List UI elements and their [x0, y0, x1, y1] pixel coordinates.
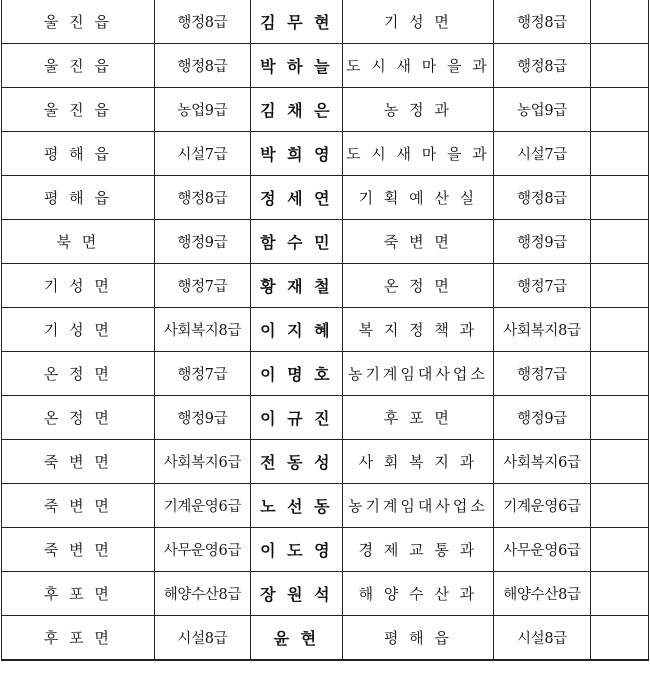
empty-cell	[590, 0, 648, 44]
employee-name-cell: 이 도 영	[251, 528, 342, 572]
previous-grade-cell: 사회복지8급	[154, 308, 250, 352]
empty-cell	[590, 88, 648, 132]
new-department-cell: 해 양 수 산 과	[342, 572, 494, 616]
empty-cell	[590, 528, 648, 572]
employee-name-cell: 이 명 호	[251, 352, 342, 396]
new-grade-cell: 농업9급	[494, 88, 590, 132]
empty-cell	[590, 352, 648, 396]
previous-grade-cell: 행정8급	[154, 44, 250, 88]
previous-department-cell: 온 정 면	[2, 352, 155, 396]
empty-cell	[590, 484, 648, 528]
employee-name-cell: 박 하 늘	[251, 44, 342, 88]
previous-department-cell: 울 진 읍	[2, 44, 155, 88]
employee-name-cell: 전 동 성	[251, 440, 342, 484]
new-grade-cell: 시설7급	[494, 132, 590, 176]
employee-name-cell: 박 희 영	[251, 132, 342, 176]
employee-name-cell: 장 원 석	[251, 572, 342, 616]
table-body	[2, 0, 649, 660]
previous-grade-cell: 기계운영6급	[154, 484, 250, 528]
empty-cell	[590, 616, 648, 661]
empty-cell	[590, 220, 648, 264]
previous-department-cell: 평 해 읍	[2, 132, 155, 176]
table-row	[2, 0, 649, 44]
previous-department-cell: 후 포 면	[2, 572, 155, 616]
table-row	[2, 88, 649, 132]
previous-grade-cell: 행정9급	[154, 220, 250, 264]
new-grade-cell: 사회복지6급	[494, 440, 590, 484]
new-grade-cell: 행정8급	[494, 0, 590, 44]
new-department-cell: 도 시 새 마 을 과	[342, 44, 494, 88]
new-grade-cell: 행정7급	[494, 352, 590, 396]
previous-department-cell: 울 진 읍	[2, 0, 155, 44]
previous-grade-cell: 시설8급	[154, 616, 250, 661]
previous-department-cell: 기 성 면	[2, 264, 155, 308]
empty-cell	[590, 44, 648, 88]
previous-grade-cell: 농업9급	[154, 88, 250, 132]
empty-cell	[590, 176, 648, 220]
new-department-cell: 농기계임대사업소	[342, 484, 494, 528]
empty-cell	[590, 308, 648, 352]
new-department-cell: 도 시 새 마 을 과	[342, 132, 494, 176]
new-department-cell: 죽 변 면	[342, 220, 494, 264]
table-row	[2, 528, 649, 572]
table-row	[2, 396, 649, 440]
table-row	[2, 308, 649, 352]
employee-name-cell: 황 재 철	[251, 264, 342, 308]
previous-department-cell: 죽 변 면	[2, 528, 155, 572]
previous-grade-cell: 행정8급	[154, 176, 250, 220]
previous-grade-cell: 행정9급	[154, 396, 250, 440]
table-row	[2, 220, 649, 264]
empty-cell	[590, 132, 648, 176]
table-row	[2, 572, 649, 616]
previous-grade-cell: 행정7급	[154, 352, 250, 396]
previous-department-cell: 죽 변 면	[2, 484, 155, 528]
empty-cell	[590, 572, 648, 616]
new-department-cell: 기 획 예 산 실	[342, 176, 494, 220]
new-grade-cell: 해양수산8급	[494, 572, 590, 616]
table-row	[2, 44, 649, 88]
previous-department-cell: 평 해 읍	[2, 176, 155, 220]
new-department-cell: 농 정 과	[342, 88, 494, 132]
personnel-transfer-table	[1, 0, 649, 661]
previous-department-cell: 온 정 면	[2, 396, 155, 440]
previous-grade-cell: 사회복지6급	[154, 440, 250, 484]
table-row	[2, 352, 649, 396]
table-row	[2, 484, 649, 528]
table-row	[2, 176, 649, 220]
table-row	[2, 440, 649, 484]
employee-name-cell: 정 세 연	[251, 176, 342, 220]
table-row	[2, 616, 649, 661]
previous-department-cell: 울 진 읍	[2, 88, 155, 132]
previous-grade-cell: 행정8급	[154, 0, 250, 44]
new-department-cell: 온 정 면	[342, 264, 494, 308]
new-department-cell: 후 포 면	[342, 396, 494, 440]
new-department-cell: 기 성 면	[342, 0, 494, 44]
new-grade-cell: 행정8급	[494, 176, 590, 220]
previous-department-cell: 북 면	[2, 220, 155, 264]
new-grade-cell: 행정9급	[494, 220, 590, 264]
previous-grade-cell: 행정7급	[154, 264, 250, 308]
employee-name-cell: 김 채 은	[251, 88, 342, 132]
previous-grade-cell: 사무운영6급	[154, 528, 250, 572]
employee-name-cell: 김 무 현	[251, 0, 342, 44]
new-department-cell: 경 제 교 통 과	[342, 528, 494, 572]
new-grade-cell: 행정9급	[494, 396, 590, 440]
new-department-cell: 평 해 읍	[342, 616, 494, 661]
new-department-cell: 농기계임대사업소	[342, 352, 494, 396]
empty-cell	[590, 264, 648, 308]
new-grade-cell: 기계운영6급	[494, 484, 590, 528]
new-grade-cell: 행정8급	[494, 44, 590, 88]
empty-cell	[590, 440, 648, 484]
employee-name-cell: 노 선 동	[251, 484, 342, 528]
employee-name-cell: 함 수 민	[251, 220, 342, 264]
new-grade-cell: 시설8급	[494, 616, 590, 661]
new-department-cell: 복 지 정 책 과	[342, 308, 494, 352]
employee-name-cell: 이 규 진	[251, 396, 342, 440]
new-department-cell: 사 회 복 지 과	[342, 440, 494, 484]
new-grade-cell: 행정7급	[494, 264, 590, 308]
table-row	[2, 132, 649, 176]
previous-grade-cell: 해양수산8급	[154, 572, 250, 616]
empty-cell	[590, 396, 648, 440]
previous-department-cell: 기 성 면	[2, 308, 155, 352]
table-row	[2, 264, 649, 308]
previous-department-cell: 후 포 면	[2, 616, 155, 661]
previous-grade-cell: 시설7급	[154, 132, 250, 176]
employee-name-cell: 윤 현	[251, 616, 342, 661]
previous-department-cell: 죽 변 면	[2, 440, 155, 484]
employee-name-cell: 이 지 혜	[251, 308, 342, 352]
new-grade-cell: 사회복지8급	[494, 308, 590, 352]
new-grade-cell: 사무운영6급	[494, 528, 590, 572]
